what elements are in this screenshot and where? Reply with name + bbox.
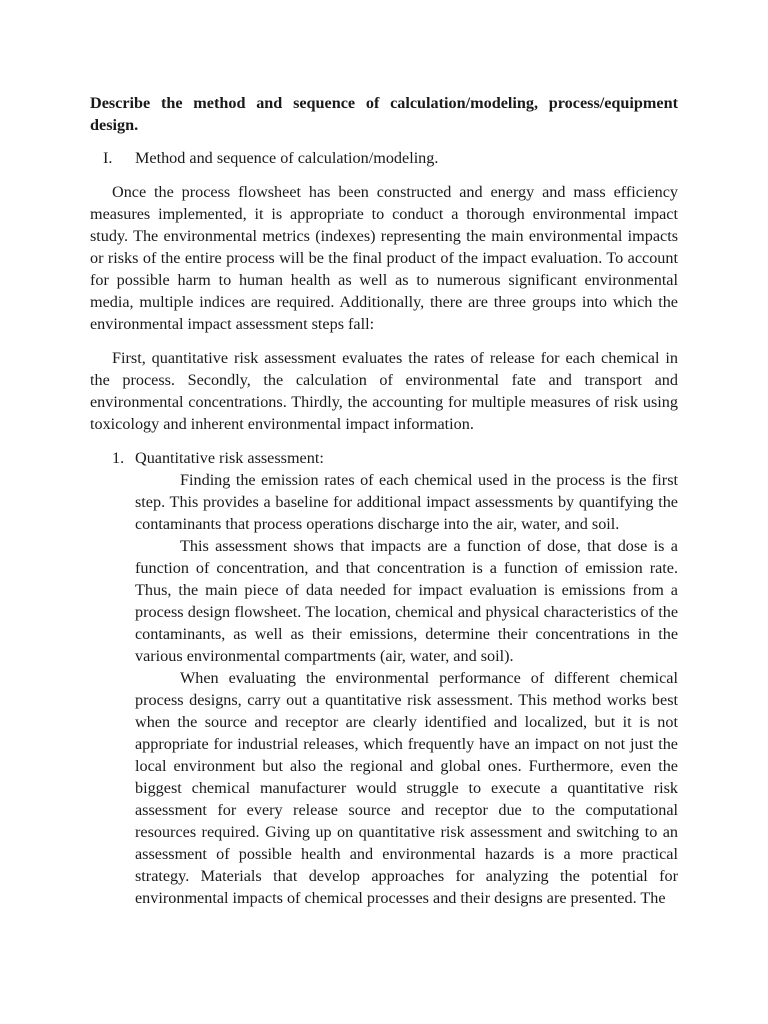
section-heading	[90, 147, 678, 169]
list-item-number: 1.	[112, 449, 125, 467]
list-paragraph: Finding the emission rates of each chemical used in the process is the first step. This provides a baseline for additional impact assessments by quantifying the contaminants that process operations discharge into the air, water, and soil.	[135, 471, 678, 533]
list-item-title: Quantitative risk assessment:	[135, 449, 324, 467]
document-heading: Describe the method and sequence of calculation/modeling, process/equipment design.	[90, 94, 678, 134]
steps-paragraph: First, quantitative risk assessment evaluates the rates of release for each chemical in the process. Secondly, the calculation of environmental fate and transport and environmental concentrations. Thirdly, the accounting for multiple measures of risk using toxicology and inherent environmental impact information.	[90, 349, 678, 433]
list-paragraph: This assessment shows that impacts are a function of dose, that dose is a function of concentration, and that concentration is a function of emission rate. Thus, the main piece of data needed for impact evaluation is emissions from a process design flowsheet. The location, chemical and physical characteristics of the contaminants, as well as their emissions, determine their concentrations in the various environmental compartments (air, water, and soil).	[135, 537, 678, 665]
list-paragraph: When evaluating the environmental performance of different chemical process designs, carry out a quantitative risk assessment. This method works best when the source and receptor are clearly identified and localized, but it is not appropriate for industrial releases, which frequently have an impact on not just the local environment but also the regional and global ones. Furthermore, even the biggest chemical manufacturer would struggle to execute a quantitative risk assessment for every release source and receptor due to the computational resources required. Giving up on quantitative risk assessment and switching to an assessment of possible health and environmental hazards is a more practical strategy. Materials that develop approaches for analyzing the potential for environmental impacts of chemical processes and their designs are presented. The	[135, 669, 678, 907]
document-page	[90, 92, 678, 909]
list-item	[90, 447, 678, 909]
section-title: Method and sequence of calculation/modeling.	[135, 149, 439, 167]
section-numeral: I.	[103, 149, 113, 167]
list-item-body	[135, 447, 678, 909]
intro-paragraph: Once the process flowsheet has been constructed and energy and mass efficiency measures implemented, it is appropriate to conduct a thorough environmental impact study. The environmental metrics (indexes) representing the main environmental impacts or risks of the entire process will be the final product of the impact evaluation. To account for possible harm to human health as well as to numerous significant environmental media, multiple indices are required. Additionally, there are three groups into which the environmental impact assessment steps fall:	[90, 183, 678, 333]
